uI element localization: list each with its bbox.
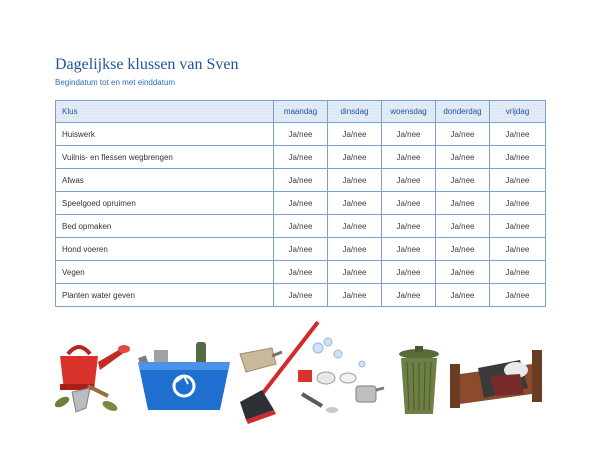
yes-no-cell-thursday: Ja/nee: [436, 238, 490, 261]
chore-name-cell: Bed opmaken: [56, 215, 274, 238]
yes-no-cell-thursday: Ja/nee: [436, 123, 490, 146]
yes-no-cell-tuesday: Ja/nee: [328, 123, 382, 146]
yes-no-cell-tuesday: Ja/nee: [328, 169, 382, 192]
yes-no-cell-tuesday: Ja/nee: [328, 238, 382, 261]
column-header-thursday: donderdag: [436, 101, 490, 123]
yes-no-cell-thursday: Ja/nee: [436, 284, 490, 307]
yes-no-cell-wednesday: Ja/nee: [382, 169, 436, 192]
yes-no-cell-wednesday: Ja/nee: [382, 215, 436, 238]
trash-can-icon: [399, 346, 439, 414]
date-range-subtitle: Begindatum tot en met einddatum: [55, 78, 176, 87]
chore-name-cell: Hond voeren: [56, 238, 274, 261]
chore-name-cell: Afwas: [56, 169, 274, 192]
chore-name-cell: Speelgoed opruimen: [56, 192, 274, 215]
yes-no-cell-monday: Ja/nee: [274, 123, 328, 146]
yes-no-cell-wednesday: Ja/nee: [382, 146, 436, 169]
recycling-bin-icon: [138, 342, 230, 410]
yes-no-cell-monday: Ja/nee: [274, 284, 328, 307]
chores-illustration-strip: [50, 318, 550, 430]
yes-no-cell-tuesday: Ja/nee: [328, 146, 382, 169]
yes-no-cell-tuesday: Ja/nee: [328, 261, 382, 284]
yes-no-cell-friday: Ja/nee: [490, 192, 546, 215]
yes-no-cell-friday: Ja/nee: [490, 215, 546, 238]
table-row: [56, 123, 546, 146]
column-header-chore: Klus: [56, 101, 274, 123]
table-row: [56, 238, 546, 261]
yes-no-cell-wednesday: Ja/nee: [382, 123, 436, 146]
watering-can-icon: [60, 345, 130, 390]
table-row: [56, 215, 546, 238]
table-row: [56, 192, 546, 215]
yes-no-cell-thursday: Ja/nee: [436, 146, 490, 169]
yes-no-cell-thursday: Ja/nee: [436, 169, 490, 192]
yes-no-cell-friday: Ja/nee: [490, 146, 546, 169]
yes-no-cell-tuesday: Ja/nee: [328, 192, 382, 215]
table-row: [56, 169, 546, 192]
yes-no-cell-tuesday: Ja/nee: [328, 284, 382, 307]
garden-trowel-icon: [53, 386, 119, 413]
column-header-friday: vrijdag: [490, 101, 546, 123]
column-header-monday: maandag: [274, 101, 328, 123]
yes-no-cell-friday: Ja/nee: [490, 284, 546, 307]
table-row: [56, 284, 546, 307]
yes-no-cell-monday: Ja/nee: [274, 146, 328, 169]
yes-no-cell-wednesday: Ja/nee: [382, 238, 436, 261]
yes-no-cell-friday: Ja/nee: [490, 238, 546, 261]
yes-no-cell-monday: Ja/nee: [274, 169, 328, 192]
yes-no-cell-monday: Ja/nee: [274, 261, 328, 284]
chore-name-cell: Huiswerk: [56, 123, 274, 146]
table-row: [56, 261, 546, 284]
yes-no-cell-monday: Ja/nee: [274, 238, 328, 261]
dustpan-icon: [240, 348, 282, 372]
chore-name-cell: Vuilnis- en flessen wegbrengen: [56, 146, 274, 169]
chore-chart-table: [55, 100, 546, 307]
column-header-wednesday: woensdag: [382, 101, 436, 123]
unmade-bed-icon: [450, 350, 542, 408]
yes-no-cell-thursday: Ja/nee: [436, 215, 490, 238]
yes-no-cell-wednesday: Ja/nee: [382, 284, 436, 307]
yes-no-cell-monday: Ja/nee: [274, 215, 328, 238]
yes-no-cell-thursday: Ja/nee: [436, 261, 490, 284]
chore-name-cell: Vegen: [56, 261, 274, 284]
yes-no-cell-wednesday: Ja/nee: [382, 261, 436, 284]
yes-no-cell-tuesday: Ja/nee: [328, 215, 382, 238]
yes-no-cell-friday: Ja/nee: [490, 169, 546, 192]
yes-no-cell-monday: Ja/nee: [274, 192, 328, 215]
yes-no-cell-friday: Ja/nee: [490, 261, 546, 284]
page-title: Dagelijkse klussen van Sven: [55, 56, 239, 73]
chore-name-cell: Planten water geven: [56, 284, 274, 307]
yes-no-cell-thursday: Ja/nee: [436, 192, 490, 215]
table-row: [56, 146, 546, 169]
yes-no-cell-friday: Ja/nee: [490, 123, 546, 146]
table-header-row: [56, 101, 546, 123]
column-header-tuesday: dinsdag: [328, 101, 382, 123]
yes-no-cell-wednesday: Ja/nee: [382, 192, 436, 215]
dishes-icon: [298, 338, 384, 413]
